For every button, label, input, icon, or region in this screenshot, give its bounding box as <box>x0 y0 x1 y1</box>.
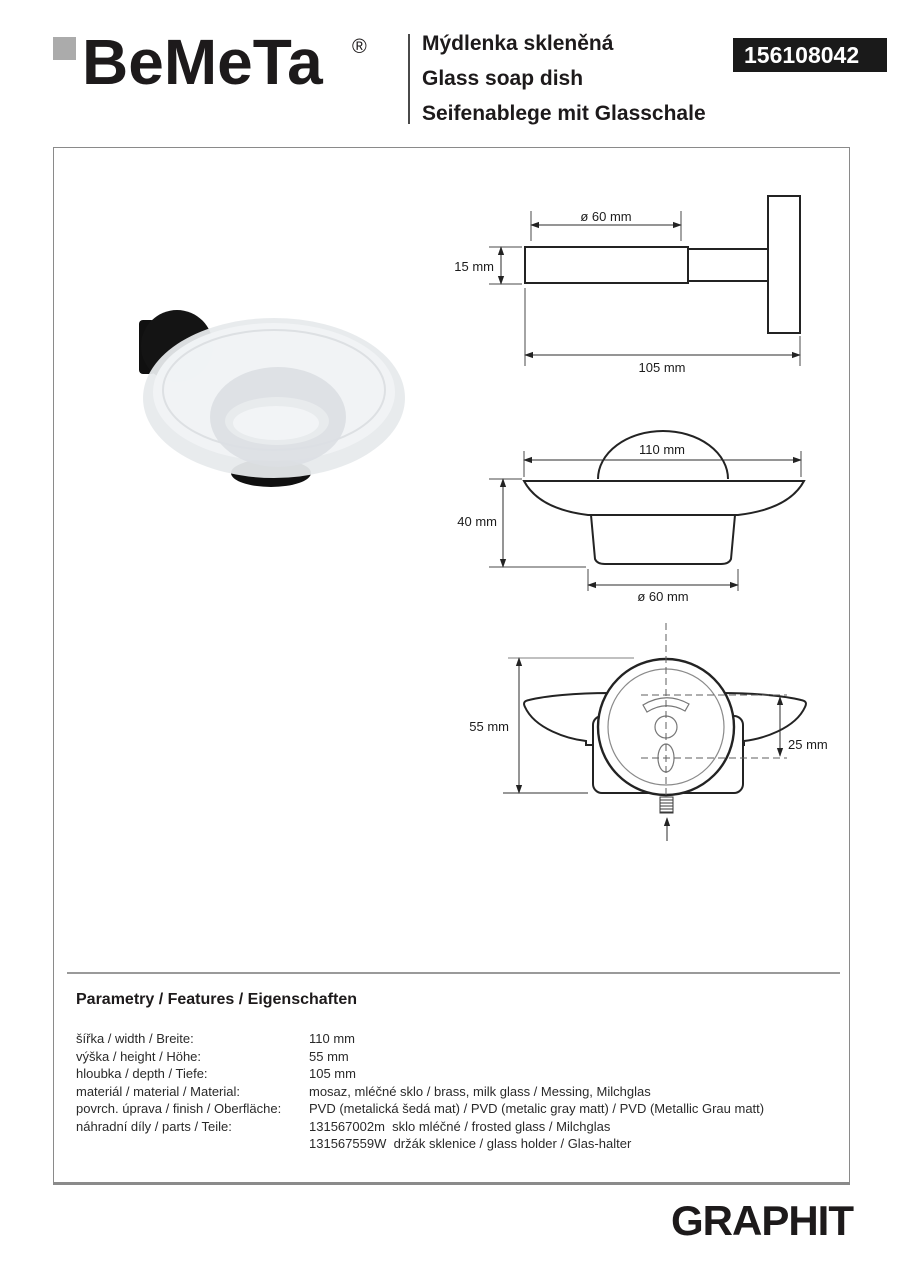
param-label: výška / height / Höhe: <box>76 1048 202 1064</box>
product-title-cs: Mýdlenka skleněná <box>422 32 614 55</box>
param-row-depth <box>76 1065 764 1083</box>
product-titles <box>422 26 706 131</box>
param-row-finish <box>76 1100 764 1118</box>
logo-square-icon <box>53 37 76 60</box>
side-view-drawing <box>489 196 800 366</box>
param-label: šířka / width / Breite: <box>76 1031 194 1046</box>
back-view-drawing <box>503 623 806 841</box>
dim-label-arm-height: 15 mm <box>454 259 494 274</box>
param-value: 110 mm <box>309 1031 355 1046</box>
brand-logo: BeMeTa <box>82 26 323 98</box>
registered-mark: ® <box>352 36 367 58</box>
param-row-height <box>76 1048 764 1066</box>
dim-label-dia-top: ø 60 mm <box>580 209 632 224</box>
param-row-width <box>76 1030 764 1048</box>
param-row-material <box>76 1083 764 1101</box>
product-photo <box>139 310 405 487</box>
dim-label-total-height: 55 mm <box>469 719 509 734</box>
param-label: materiál / material / Material: <box>76 1083 240 1099</box>
technical-drawings-svg <box>54 148 851 1184</box>
product-title-en: Glass soap dish <box>422 67 584 90</box>
header-divider <box>408 34 410 124</box>
param-value: 131567559W držák sklenice / glass holder / Glas-halter <box>309 1136 632 1151</box>
product-code-badge: 156108042 <box>733 38 887 72</box>
param-value: 105 mm <box>309 1066 356 1081</box>
param-row-parts <box>76 1118 764 1153</box>
series-name: GRAPHIT <box>671 1197 853 1244</box>
param-label: hloubka / depth / Tiefe: <box>76 1066 208 1081</box>
dim-label-height: 40 mm <box>457 514 497 529</box>
parameters-title: Parametry / Features / Eigenschaften <box>76 991 357 1008</box>
mounting-screw <box>660 797 673 813</box>
dim-label-depth: 105 mm <box>638 360 686 375</box>
parameters-divider <box>67 972 840 974</box>
param-label: povrch. úprava / finish / Oberfläche: <box>76 1101 282 1116</box>
param-value: 55 mm <box>309 1048 349 1064</box>
dim-label-dia-bottom: ø 60 mm <box>637 589 689 604</box>
param-value: mosaz, mléčné sklo / brass, milk glass / Messing, Milchglas <box>309 1083 651 1099</box>
param-value: PVD (metalická šedá mat) / PVD (metalic gray matt) / PVD (Metallic Grau matt) <box>309 1101 765 1116</box>
param-value: 131567002m sklo mléčné / frosted glass / Milchglas <box>309 1118 611 1134</box>
param-label: náhradní díly / parts / Teile: <box>76 1118 232 1134</box>
dim-label-width: 110 mm <box>639 442 685 457</box>
content-box <box>53 147 850 1185</box>
parameters-table <box>76 1030 764 1153</box>
dim-label-offset: 25 mm <box>788 737 828 752</box>
product-title-de: Seifenablege mit Glasschale <box>422 102 706 125</box>
